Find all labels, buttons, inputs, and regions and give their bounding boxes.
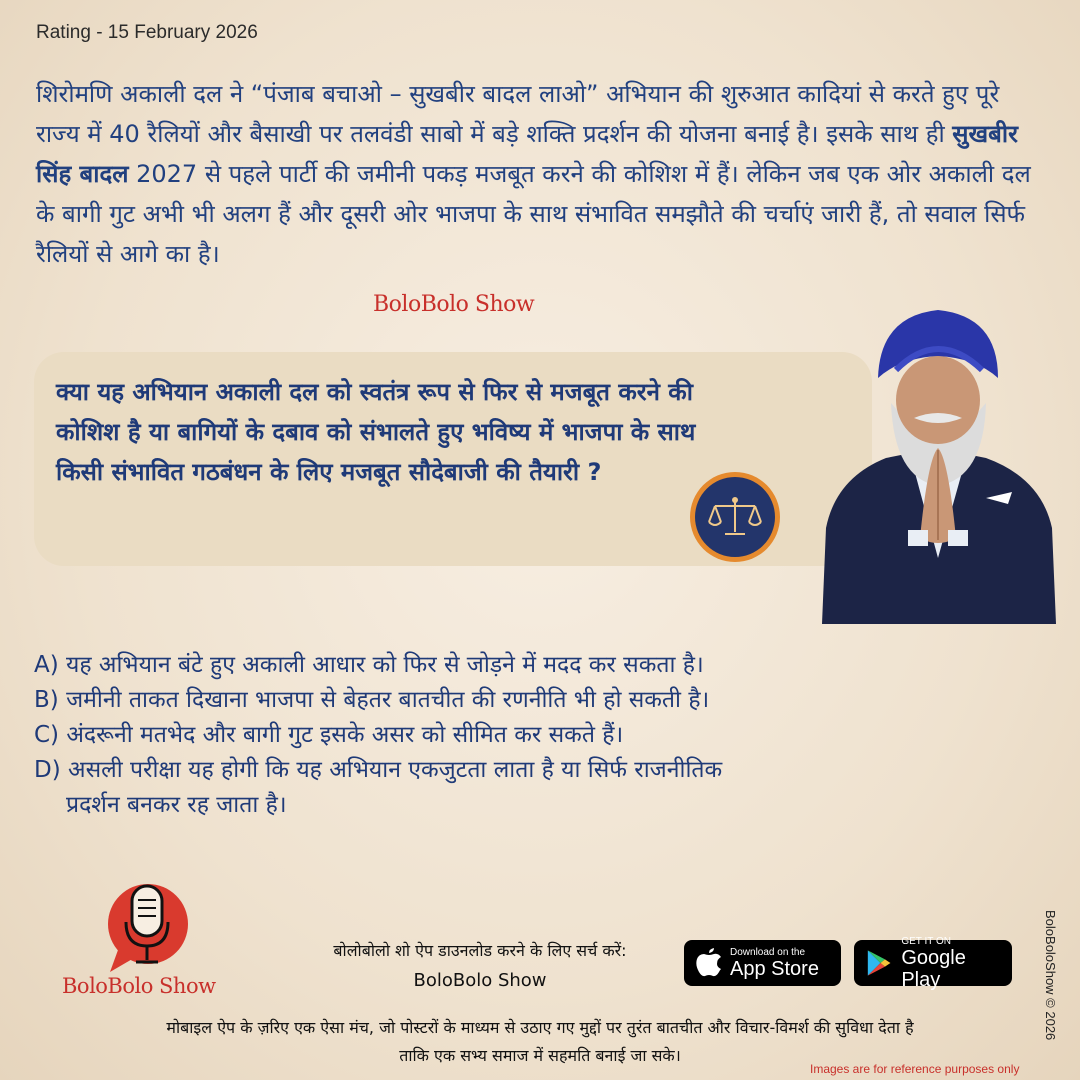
intro-paragraph xyxy=(36,74,1036,274)
google-play-icon xyxy=(866,948,891,978)
microphone-logo-icon xyxy=(98,878,194,978)
google-play-label: Google Play xyxy=(901,946,966,991)
options-list xyxy=(34,648,934,823)
disclaimer: Images are for reference purposes only xyxy=(810,1062,1020,1076)
footer-line-2: ताकि एक सभ्य समाज में सहमति बनाई जा सके। xyxy=(399,1046,681,1065)
google-play-button[interactable] xyxy=(854,935,1012,991)
app-store-button[interactable] xyxy=(684,940,841,986)
scale-of-justice-icon xyxy=(707,494,763,540)
option-a: A) यह अभियान बंटे हुए अकाली आधार को फिर से जोड़ने में मदद कर सकता है। xyxy=(34,652,704,678)
question-text: क्या यह अभियान अकाली दल को स्वतंत्र रूप से फिर से मजबूत करने की कोशिश है या बागियों के दबाव को संभालते हुए भविष्य में भाजपा के साथ किसी संभावित गठबंधन के लिए मजबूत सौदेबाजी की तैयारी ? xyxy=(56,378,696,486)
scale-badge xyxy=(690,472,780,562)
person-photo xyxy=(816,308,1060,624)
app-store-small-text: Download on the xyxy=(730,946,806,958)
download-instructions xyxy=(290,936,670,996)
date-header: Rating - 15 February 2026 xyxy=(36,22,258,43)
intro-text-part1: शिरोमणि अकाली दल ने “पंजाब बचाओ – सुखबीर बादल लाओ” अभियान की शुरुआत कादियां से करते हुए पूरे राज्य में 40 रैलियों और बैसाखी पर तलवंडी साबो में बड़े शक्ति प्रदर्शन की योजना बनाई है। इसके साथ ही xyxy=(36,80,1000,148)
footer-line-1: मोबाइल ऐप के ज़रिए एक ऐसा मंच, जो पोस्टरों के माध्यम से उठाए गए मुद्दों पर तुरंत बातचीत और विचार-विमर्श की सुविधा देता है xyxy=(166,1018,914,1037)
google-play-small-text: GET IT ON xyxy=(901,935,951,947)
intro-text-part2: 2027 से पहले पार्टी की जमीनी पकड़ मजबूत करने की कोशिश में हैं। लेकिन जब एक ओर अकाली दल के बागी गुट अभी भी अलग हैं और दूसरी ओर भाजपा के साथ संभावित समझौते की चर्चाएं जारी हैं, तो सवाल सिर्फ रैलियों से आगे का है। xyxy=(36,160,1031,268)
app-store-label: App Store xyxy=(730,957,819,980)
option-d: D) असली परीक्षा यह होगी कि यह अभियान एकजुटता लाता है या सिर्फ राजनीतिक xyxy=(34,757,723,783)
apple-icon xyxy=(696,948,722,978)
logo-text: BoloBolo Show xyxy=(62,974,216,998)
option-b: B) जमीनी ताकत दिखाना भाजपा से बेहतर बातचीत की रणनीति भी हो सकती है। xyxy=(34,687,710,713)
download-line-2: BoloBolo Show xyxy=(413,970,547,991)
download-line-1: बोलोबोलो शो ऐप डाउनलोड करने के लिए सर्च करें: xyxy=(333,941,627,960)
option-c: C) अंदरूनी मतभेद और बागी गुट इसके असर को सीमित कर सकते हैं। xyxy=(34,722,624,748)
option-d-continued: प्रदर्शन बनकर रह जाता है। xyxy=(66,792,287,818)
intro-bold-name: सुखबीर सिंह बादल xyxy=(36,120,1018,188)
copyright-vertical: BoloBoloShow © 2026 xyxy=(1043,910,1058,1041)
brand-watermark: BoloBolo Show xyxy=(373,292,535,317)
